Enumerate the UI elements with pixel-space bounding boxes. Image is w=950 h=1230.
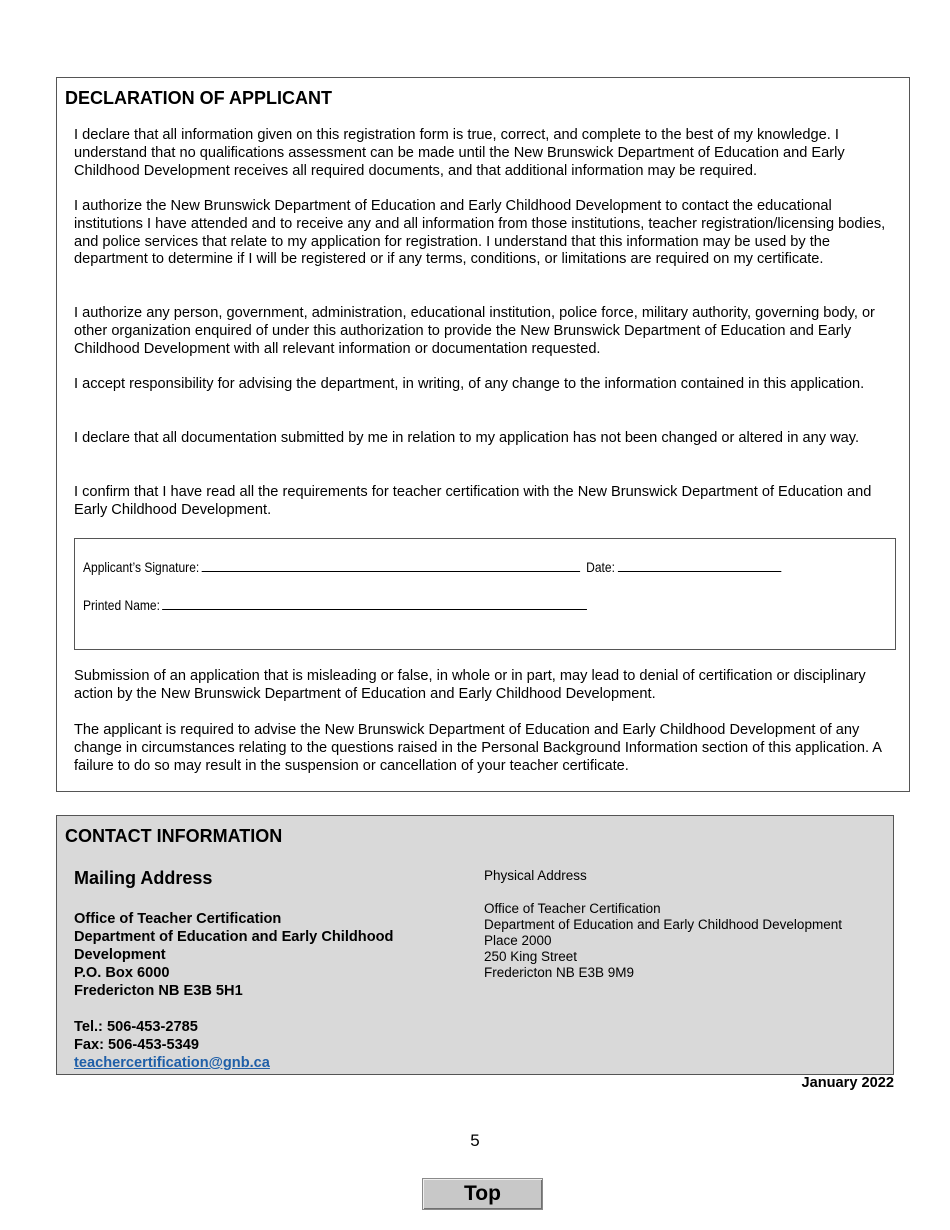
physical-line-street: 250 King Street	[484, 949, 578, 964]
signature-label: Applicant’s Signature:	[83, 559, 200, 575]
contact-title: CONTACT INFORMATION	[65, 826, 283, 846]
mailing-address	[74, 910, 444, 1072]
physical-address	[484, 868, 884, 981]
date-line[interactable]	[618, 557, 781, 572]
physical-heading: Physical Address	[484, 868, 587, 883]
declaration-paragraph-4: I accept responsibility for advising the department, in writing, of any change to the information contained in this application.	[74, 376, 865, 392]
signature-line[interactable]	[202, 557, 580, 572]
fax: Fax: 506-453-5349	[74, 1037, 199, 1053]
contact-section	[56, 815, 894, 1075]
declaration-title: DECLARATION OF APPLICANT	[65, 88, 332, 108]
signature-box	[74, 538, 896, 650]
signature-row	[83, 557, 783, 575]
declaration-paragraph-5: I declare that all documentation submitted by me in relation to my application has not been changed or altered in any way.	[74, 430, 860, 446]
page-number: 5	[470, 1131, 480, 1150]
mailing-line-office: Office of Teacher Certification	[74, 911, 282, 927]
printed-name-row	[83, 595, 590, 613]
physical-line-department: Department of Education and Early Childhood Development	[484, 917, 842, 932]
mailing-line-pobox: P.O. Box 6000	[74, 965, 170, 981]
closing-paragraph-2: The applicant is required to advise the New Brunswick Department of Education and Early Childhood Development of any change in circumstances relating to the questions raised in the Personal Background Information section of this application. A failure to do so may result in the suspension or cancellation of your teacher certificate.	[74, 722, 882, 774]
date-label: Date:	[586, 559, 615, 575]
mailing-line-department: Department of Education and Early Childhood Development	[74, 929, 394, 963]
declaration-paragraph-1: I declare that all information given on this registration form is true, correct, and complete to the best of my knowledge. I understand that no qualifications assessment can be made until the New Brunswick Department of Education and Early Childhood Development receives all required documents, and that additional information may be required.	[74, 127, 845, 179]
physical-line-office: Office of Teacher Certification	[484, 901, 661, 916]
declaration-paragraph-2: I authorize the New Brunswick Department of Education and Early Childhood Development to contact the educational institutions I have attended and to receive any and all information from those institutions, teacher registration/licensing bodies, and police services that relate to my application for registration. I understand that this information may be used by the department to determine if I will be registered or if any terms, conditions, or limitations are required on my certificate.	[74, 198, 886, 268]
declaration-paragraph-3: I authorize any person, government, administration, educational institution, police force, military authority, governing body, or other organization enquired of under this authorization to provide the New Brunswick Department of Education and Early Childhood Development with all relevant information or documentation requested.	[74, 305, 875, 357]
top-button[interactable]: Top	[422, 1178, 543, 1210]
mailing-heading: Mailing Address	[74, 868, 213, 888]
declaration-section	[56, 77, 910, 792]
physical-line-building: Place 2000	[484, 933, 552, 948]
printed-name-label: Printed Name:	[83, 597, 160, 613]
closing-paragraph-1: Submission of an application that is misleading or false, in whole or in part, may lead to denial of certification or disciplinary action by the New Brunswick Department of Education and Early Childhood Development.	[74, 668, 866, 702]
email-link[interactable]: teachercertification@gnb.ca	[74, 1055, 270, 1071]
mailing-line-city: Fredericton NB E3B 5H1	[74, 983, 243, 999]
printed-name-line[interactable]	[163, 595, 588, 610]
physical-line-city: Fredericton NB E3B 9M9	[484, 965, 635, 980]
revision-date: January 2022	[801, 1075, 894, 1091]
declaration-paragraph-6: I confirm that I have read all the requirements for teacher certification with the New Brunswick Department of Education and Early Childhood Development.	[74, 484, 872, 518]
telephone: Tel.: 506-453-2785	[74, 1019, 198, 1035]
